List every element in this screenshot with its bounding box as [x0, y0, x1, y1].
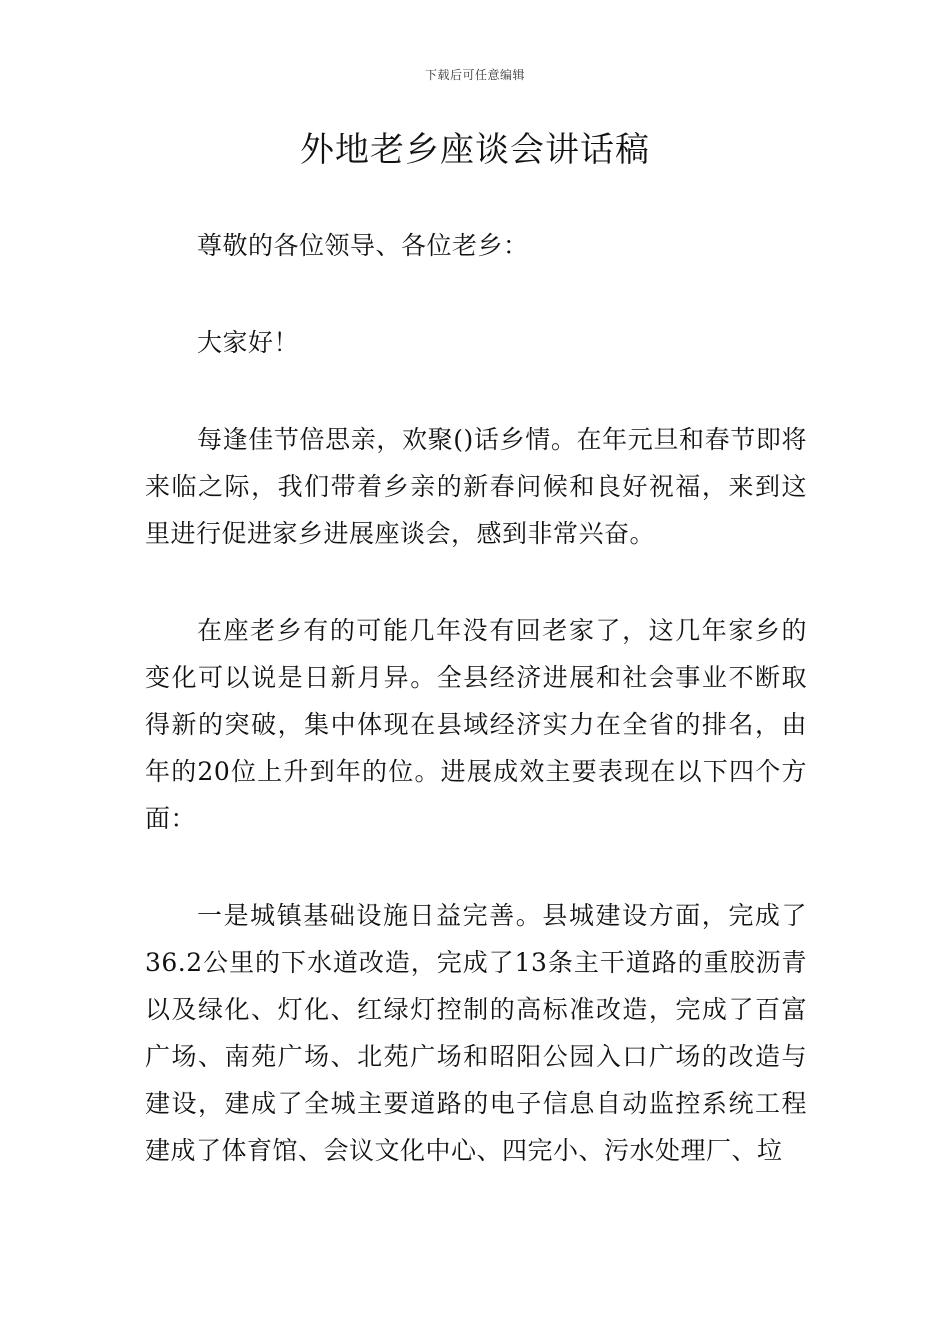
document-title: 外地老乡座谈会讲话稿 — [300, 130, 650, 170]
body-paragraph: 一是城镇基础设施日益完善。县城建设方面，完成了36.2公里的下水道改造，完成了13条主干道路的重胶沥青以及绿化、灯化、红绿灯控制的高标准改造，完成了百富广场、南苑广场、北苑广场和昭阳公园入口广场的改造与建设，建成了全城主要道路的电子信息自动监控系统工程建成了体育馆、会议文化中心、四完小、污水处理厂、垃 — [145, 901, 807, 1165]
header-note: 下载后可任意编辑 — [424, 68, 525, 82]
document-body — [145, 222, 807, 1174]
body-paragraph: 每逢佳节倍思亲，欢聚()话乡情。在年元旦和春节即将来临之际，我们带着乡亲的新春问候和良好祝福，来到这里进行促进家乡进展座谈会，感到非常兴奋。 — [145, 425, 807, 548]
greeting-paragraph: 大家好！ — [197, 328, 300, 357]
salutation-paragraph: 尊敬的各位领导、各位老乡： — [197, 231, 529, 260]
body-paragraph: 在座老乡有的可能几年没有回老家了，这几年家乡的变化可以说是日新月异。全县经济进展和社会事业不断取得新的突破，集中体现在县域经济实力在全省的排名，由年的20位上升到年的位。进展成效主要表现在以下四个方面： — [145, 616, 807, 833]
